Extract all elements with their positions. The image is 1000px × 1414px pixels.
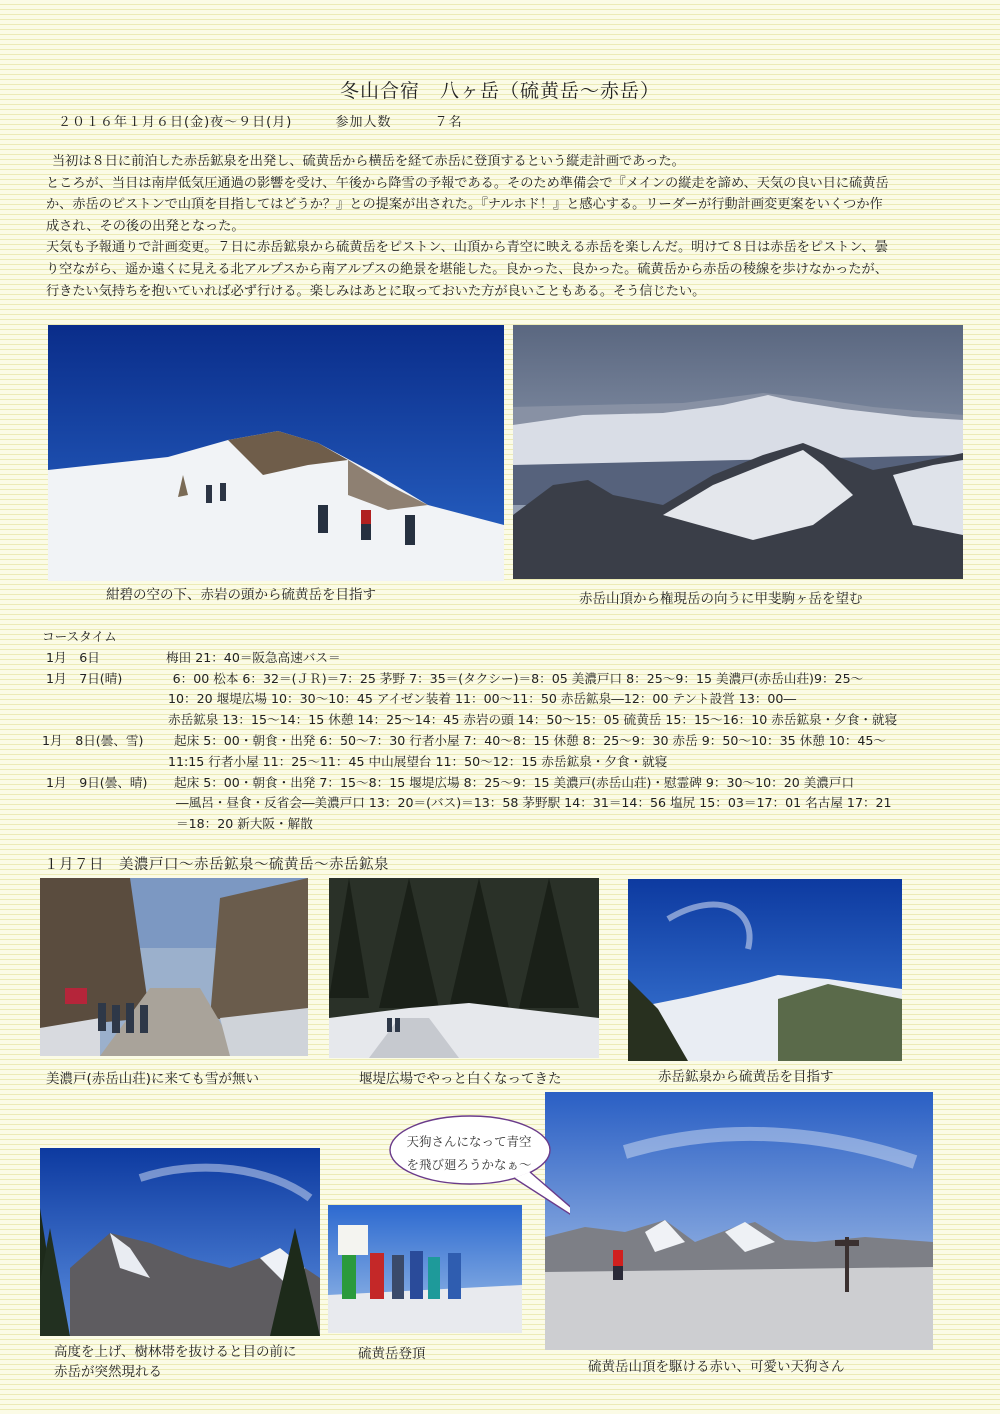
participants-count: ７名 bbox=[434, 115, 463, 130]
photo-tengu-summit bbox=[545, 1092, 933, 1350]
intro-line: か、赤岳のピストンで山頂を目指してはどうか？』との提案が出された。『ナルホド！』と感心する。リーダーが行動計画変更案をいくつか作 bbox=[46, 197, 883, 213]
caption-line: 高度を上げ、樹林帯を抜けると目の前に bbox=[54, 1344, 297, 1360]
intro-line: り空ながら、遥か遠くに見える北アルプスから南アルプスの絶景を堪能した。良かった、良かった。硫黄岳から赤岳の稜線を歩けなかったが、 bbox=[46, 261, 888, 277]
intro-line: 当初は８日に前泊した赤岳鉱泉を出発し、硫黄岳から横岳を経て赤岳に登頂するという縦走計画であった。 bbox=[52, 154, 685, 169]
photo-caption: 硫黄岳登頂 bbox=[358, 1346, 426, 1362]
photo-akadake-appears bbox=[40, 1148, 320, 1336]
photo-caption: 硫黄岳山頂を駆ける赤い、可愛い天狗さん bbox=[588, 1359, 845, 1375]
intro-text bbox=[46, 151, 972, 302]
photo-kaikoma-view bbox=[513, 325, 963, 579]
course-heading: コースタイム bbox=[42, 629, 117, 644]
intro-line: ところが、当日は南岸低気圧通過の影響を受け、午後から降雪の予報である。そのため準備会で『メインの縦走を諦め、天気の良い日に硫黄岳 bbox=[46, 175, 889, 191]
course-text: 起床 5：00・朝食・出発 6：50～7：30 行者小屋 7：40～8：15 休憩 8：25～9：30 赤岳 9：50～10：35 休憩 10：45～ bbox=[174, 732, 887, 748]
course-day: 1月 9日(曇、晴) bbox=[46, 774, 148, 790]
date-line bbox=[58, 111, 501, 130]
page-title: 冬山合宿 八ヶ岳（硫黄岳～赤岳） bbox=[339, 80, 660, 102]
photo-entei-plaza bbox=[329, 878, 599, 1058]
intro-line: 行きたい気持ちを抱いていれば必ず行ける。楽しみはあとに取っておいた方が良いこともある。そう信じたい。 bbox=[46, 283, 706, 299]
course-day: 1月 7日(晴) bbox=[46, 670, 123, 686]
speech-bubble bbox=[384, 1112, 570, 1236]
participants-label: 参加人数 bbox=[335, 115, 392, 130]
section-heading: １月７日 美濃戸口～赤岳鉱泉～硫黄岳～赤岳鉱泉 bbox=[44, 857, 389, 873]
trip-date: ２０１６年１月６日(金)夜～９日(月) bbox=[58, 115, 293, 130]
course-text: 梅田 21：40＝阪急高速バス＝ bbox=[166, 649, 341, 665]
photo-caption: 美濃戸(赤岳山荘)に来ても雪が無い bbox=[46, 1071, 260, 1087]
course-text: 6：00 松本 6：32＝(ＪＲ)＝7：25 茅野 7：35＝(タクシー)＝8：05 美濃戸口 8：25～9：15 美濃戸(赤岳山荘)9：25～ bbox=[160, 670, 864, 686]
course-text: 10：20 堰堤広場 10：30～10：45 アイゼン装着 11：00～11：50 赤岳鉱泉―12：00 テント設営 13：00― bbox=[168, 691, 797, 707]
bubble-line: 天狗さんになって青空 bbox=[406, 1134, 532, 1149]
photo-caption: 赤岳山頂から権現岳の向うに甲斐駒ヶ岳を望む bbox=[579, 591, 863, 607]
intro-line: 天気も予報通りで計画変更。７日に赤岳鉱泉から硫黄岳をピストン、山頂から青空に映える赤岳を楽しんだ。明けて８日は赤岳をピストン、曇 bbox=[46, 240, 888, 256]
photo-caption bbox=[54, 1342, 296, 1382]
bubble-line: を飛び廻ろうかなぁ～ bbox=[406, 1157, 532, 1172]
course-text: ＝18：20 新大阪・解散 bbox=[176, 816, 313, 832]
photo-caption: 堰堤広場でやっと白くなってきた bbox=[359, 1071, 562, 1087]
course-text: 起床 5：00・朝食・出発 7：15～8：15 堰堤広場 8：25～9：15 美濃戸(赤岳山荘)・慰霊碑 9：30～10：20 美濃戸口 bbox=[174, 774, 855, 790]
course-text: 赤岳鉱泉 13：15～14：15 休憩 14：25～14：45 赤岩の頭 14：50～15：05 硫黄岳 15：15～16：10 赤岳鉱泉・夕食・就寝 bbox=[168, 712, 898, 728]
photo-from-akadake-kosen bbox=[628, 879, 902, 1061]
course-text: ―風呂・昼食・反省会―美濃戸口 13：20＝(バス)＝13：58 茅野駅 14：31＝14：56 塩尻 15：03＝17：01 名古屋 17：21 bbox=[176, 795, 892, 811]
course-day: 1月 8日(曇、雪) bbox=[42, 732, 144, 748]
photo-minoto bbox=[40, 878, 308, 1056]
photo-climbers-to-iodake bbox=[48, 325, 504, 581]
course-day: 1月 6日 bbox=[46, 649, 100, 665]
photo-caption: 紺碧の空の下、赤岩の頭から硫黄岳を目指す bbox=[106, 587, 376, 603]
intro-line: 成され、その後の出発となった。 bbox=[46, 218, 245, 234]
caption-line: 赤岳が突然現れる bbox=[54, 1364, 162, 1380]
course-text: 11:15 行者小屋 11：25～11：45 中山展望台 11：50～12：15 赤岳鉱泉・夕食・就寝 bbox=[168, 753, 668, 769]
photo-caption: 赤岳鉱泉から硫黄岳を目指す bbox=[658, 1069, 834, 1085]
